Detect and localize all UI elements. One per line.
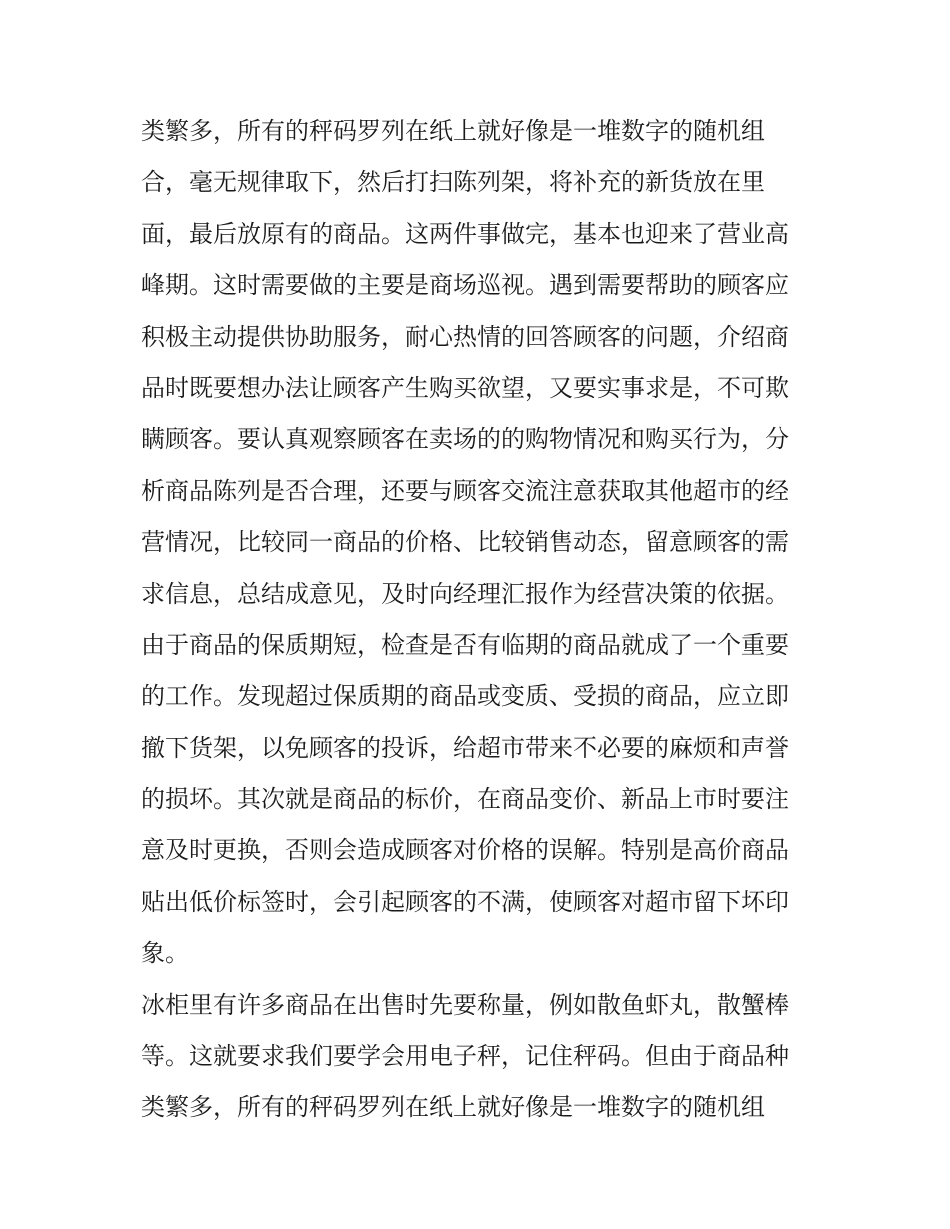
text-line: 合，毫无规律取下，然后打扫陈列架，将补充的新货放在里 <box>141 168 765 197</box>
text-line: 等。这就要求我们要学会用电子秤，记住秤码。但由于商品种 <box>141 1042 789 1071</box>
text-line: 峰期。这时需要做的主要是商场巡视。遇到需要帮助的顾客应 <box>141 271 789 300</box>
text-line: 类繁多，所有的秤码罗列在纸上就好像是一堆数字的随机组 <box>141 117 765 145</box>
text-line: 析商品陈列是否合理，还要与顾客交流注意获取其他超市的经 <box>141 476 789 505</box>
text-line: 瞒顾客。要认真观察顾客在卖场的的购物情况和购买行为，分 <box>141 425 789 454</box>
text-line: 贴出低价标签时，会引起顾客的不满，使顾客对超市留下坏印 <box>141 887 789 916</box>
text-line: 营情况，比较同一商品的价格、比较销售动态，留意顾客的需 <box>141 528 789 557</box>
text-line: 象。 <box>141 939 189 968</box>
text-line: 的工作。发现超过保质期的商品或变质、受损的商品，应立即 <box>141 682 789 711</box>
text-line: 积极主动提供协助服务，耐心热情的回答顾客的问题，介绍商 <box>141 322 789 351</box>
text-line: 意及时更换，否则会造成顾客对价格的误解。特别是高价商品 <box>141 836 789 865</box>
text-line: 类繁多，所有的秤码罗列在纸上就好像是一堆数字的随机组 <box>141 1093 765 1122</box>
text-line: 的损坏。其次就是商品的标价，在商品变价、新品上市时要注 <box>141 785 789 814</box>
text-line: 冰柜里有许多商品在出售时先要称量，例如散鱼虾丸，散蟹棒 <box>141 990 789 1019</box>
text-line: 由于商品的保质期短，检查是否有临期的商品就成了一个重要 <box>141 630 789 659</box>
text-line: 求信息，总结成意见，及时向经理汇报作为经营决策的依据。 <box>141 579 789 608</box>
body-text <box>141 106 821 1134</box>
text-line: 品时既要想办法让顾客产生购买欲望，又要实事求是，不可欺 <box>141 373 789 402</box>
text-line: 面，最后放原有的商品。这两件事做完，基本也迎来了营业高 <box>141 219 789 248</box>
text-line: 撤下货架，以免顾客的投诉，给超市带来不必要的麻烦和声誉 <box>141 733 789 762</box>
